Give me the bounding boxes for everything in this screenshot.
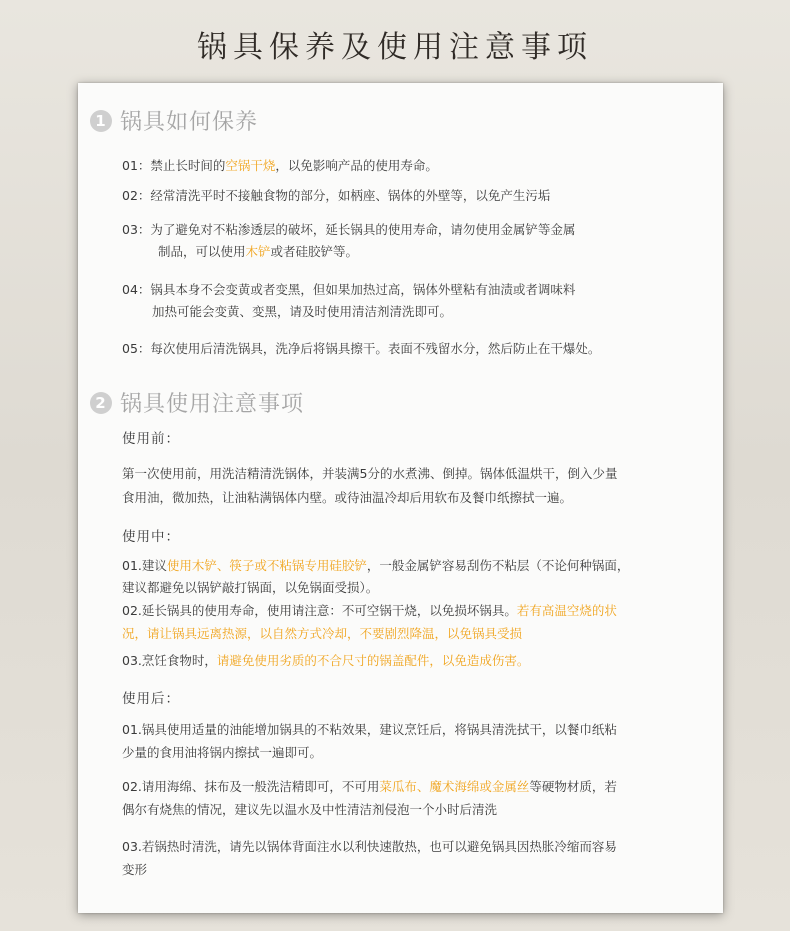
- section1-title: 锅具如何保养: [120, 110, 259, 135]
- during-use-item-01-line2: 建议都避免以锅铲敲打锅面，以免锅面受损）。: [122, 580, 379, 595]
- after-use-item-01-line1: 01.锅具使用适量的油能增加锅具的不粘效果，建议烹饪后，将锅具清洗拭干，以餐巾纸粘: [122, 722, 617, 737]
- content-card: [78, 83, 723, 913]
- maintenance-item-01: 01：禁止长时间的空锅干烧，以免影响产品的使用寿命。: [122, 158, 438, 173]
- after-use-item-03-line1: 03.若锅热时清洗，请先以锅体背面注水以利快速散热，也可以避免锅具因热胀冷缩而容易: [122, 839, 617, 854]
- before-use-label: 使用前：: [122, 431, 180, 447]
- maintenance-item-04-line2: 加热可能会变黄、变黑，请及时使用清洁剂清洗即可。: [152, 304, 453, 319]
- during-use-item-02-line1: 02.延长锅具的使用寿命，使用请注意：不可空锅干烧，以免损坏锅具。若有高温空烧的状: [122, 603, 617, 618]
- during-use-item-03: 03.烹饪食物时，请避免使用劣质的不合尺寸的锅盖配件，以免造成伤害。: [122, 653, 530, 668]
- after-use-item-02-line2: 偶尔有烧焦的情况，建议先以温水及中性清洁剂侵泡一个小时后清洗: [122, 802, 498, 817]
- during-use-label: 使用中：: [122, 529, 180, 545]
- after-use-item-01-line2: 少量的食用油将锅内擦拭一遍即可。: [122, 745, 323, 760]
- before-use-line2: 食用油，微加热，让油粘满锅体内壁。或待油温冷却后用软布及餐巾纸擦拭一遍。: [122, 490, 573, 505]
- after-use-label: 使用后：: [122, 691, 180, 707]
- maintenance-item-05: 05：每次使用后清洗锅具，洗净后将锅具擦干。表面不残留水分，然后防止在干爆处。: [122, 341, 601, 356]
- section2-title: 锅具使用注意事项: [120, 392, 305, 417]
- maintenance-item-02: 02：经常清洗平时不接触食物的部分，如柄座、锅体的外壁等，以免产生污垢: [122, 188, 551, 203]
- before-use-line1: 第一次使用前，用洗洁精清洗锅体，并装满5分的水煮沸、倒掉。锅体低温烘干，倒入少量: [122, 466, 618, 481]
- after-use-item-02-line1: 02.请用海绵、抹布及一般洗洁精即可，不可用菜瓜布、魔术海绵或金属丝等硬物材质，若: [122, 779, 617, 794]
- section2-number-icon: 2: [90, 392, 112, 414]
- section2-heading: [90, 387, 304, 418]
- during-use-item-01-line1: 01.建议使用木铲、筷子或不粘锅专用硅胶铲，一般金属铲容易刮伤不粘层（不论何种锅面，: [122, 558, 630, 573]
- section1-heading: [90, 105, 258, 136]
- after-use-item-03-line2: 变形: [122, 862, 148, 877]
- maintenance-item-04-line1: 04：锅具本身不会变黄或者变黑，但如果加热过高，锅体外壁粘有油渍或者调味料: [122, 282, 576, 297]
- maintenance-item-03-line1: 03：为了避免对不粘渗透层的破坏，延长锅具的使用寿命，请勿使用金属铲等金属: [122, 222, 576, 237]
- maintenance-item-03-line2: 制品，可以使用木铲或者硅胶铲等。: [158, 244, 359, 259]
- page-title: 锅具保养及使用注意事项: [197, 30, 593, 65]
- during-use-item-02-line2: 况，请让锅具远离热源，以自然方式冷却，不要剧烈降温，以免锅具受损: [122, 626, 523, 641]
- section1-number-icon: 1: [90, 110, 112, 132]
